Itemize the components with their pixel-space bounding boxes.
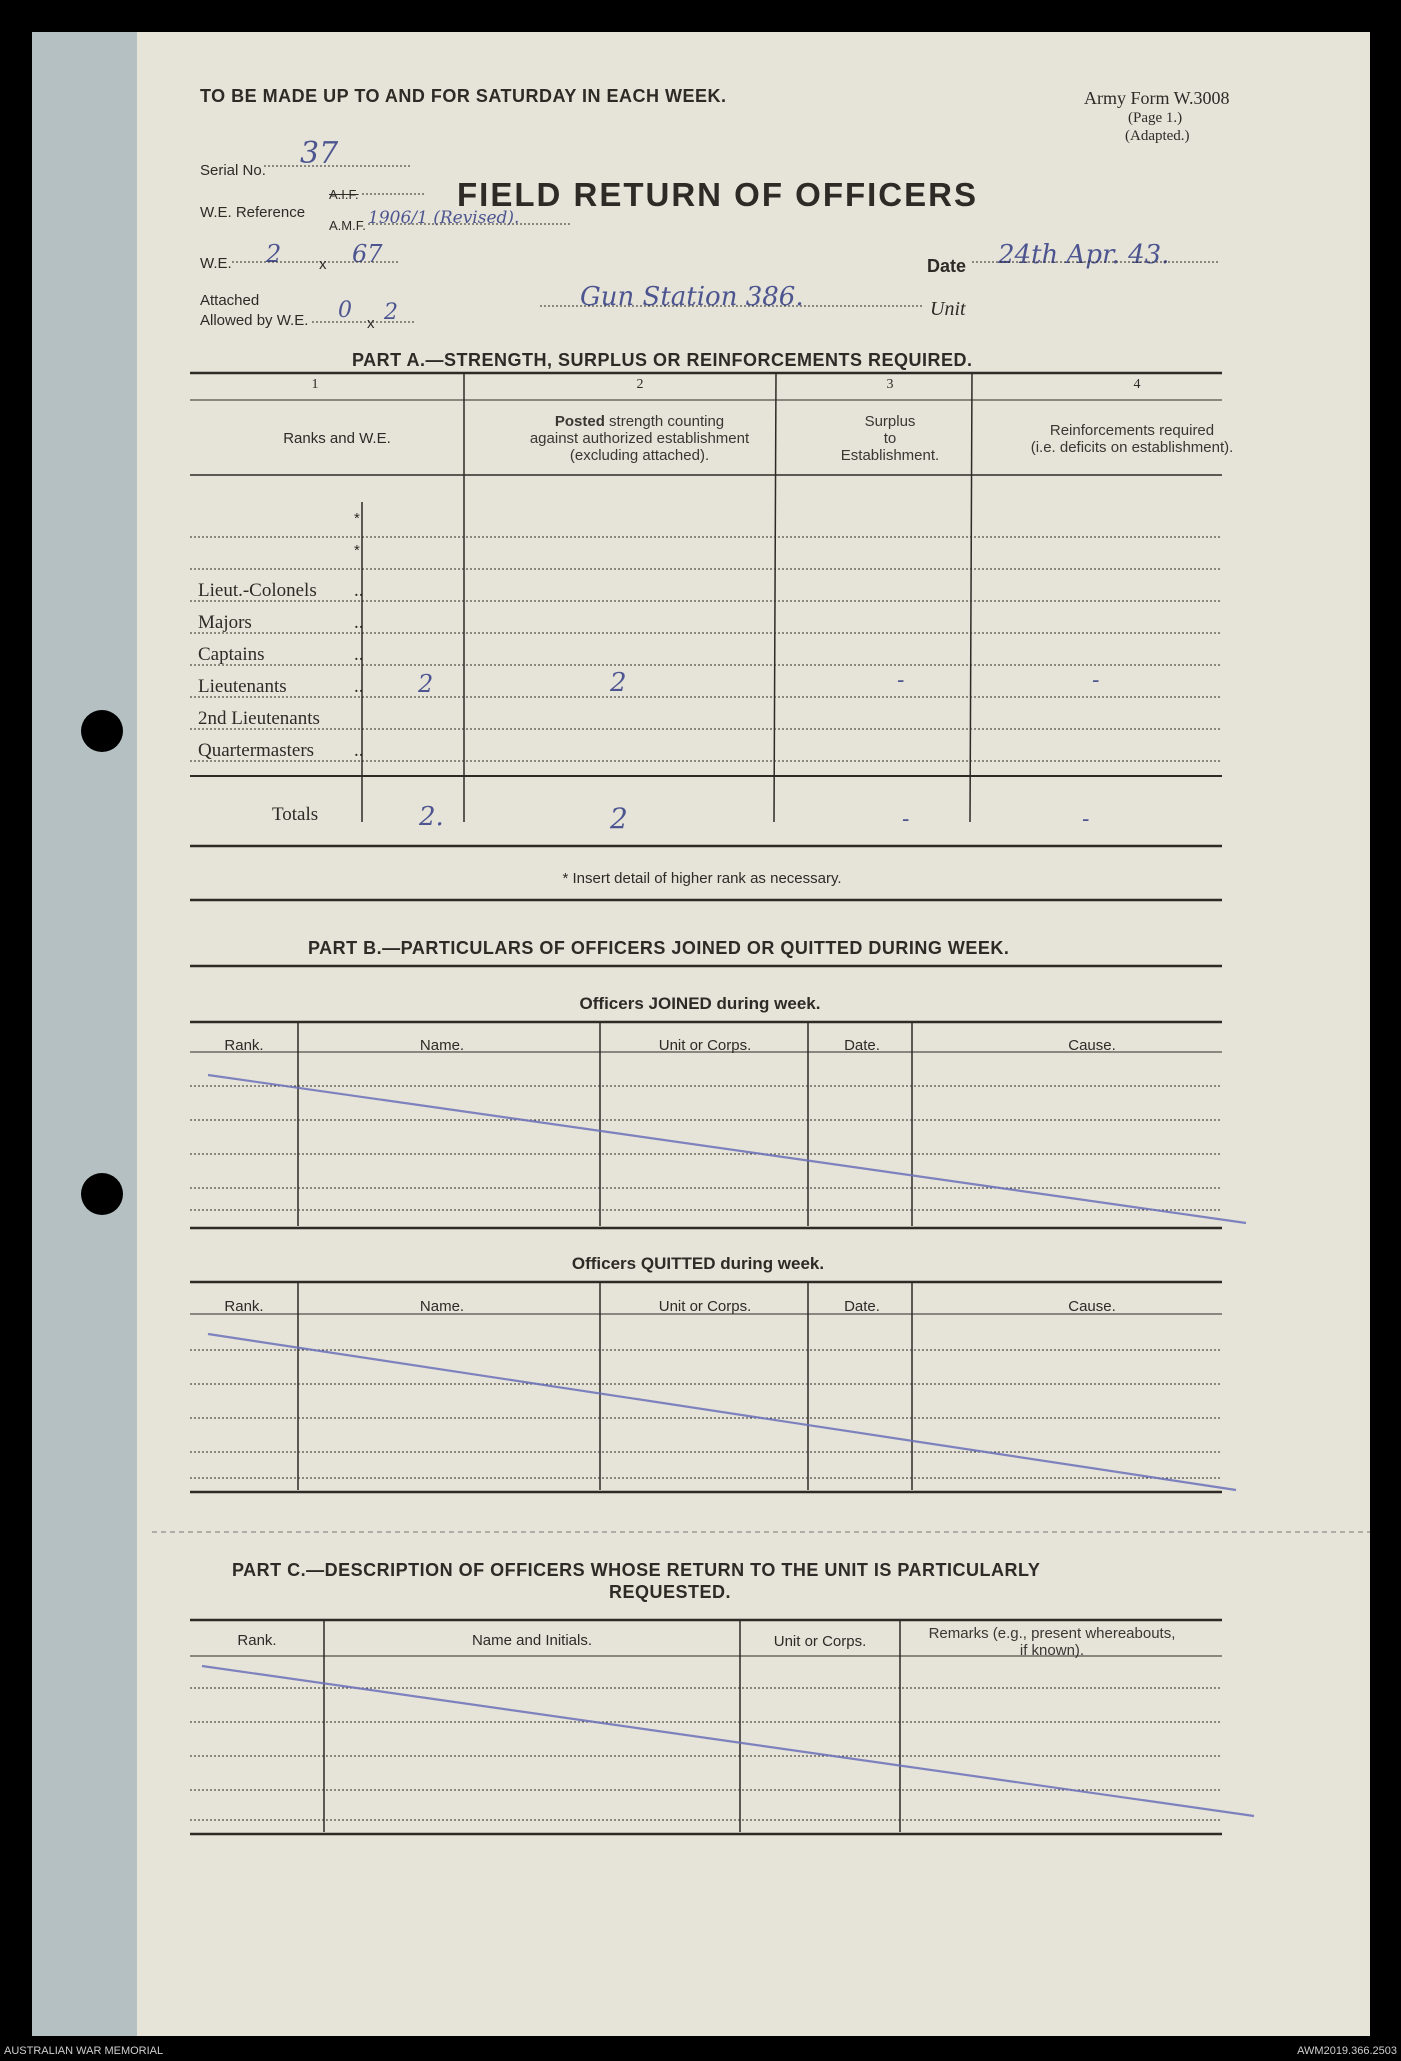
col-number-3: 3 xyxy=(886,377,894,392)
amf-value: 1906/1 (Revised). xyxy=(368,208,520,228)
lieutenants-posted-value: 2 xyxy=(610,668,627,698)
we-value-a: 2 xyxy=(266,240,282,268)
joined-col-unit: Unit or Corps. xyxy=(658,1037,752,1054)
totals-label: Totals xyxy=(272,804,319,825)
dots-lieutenants: .. xyxy=(354,676,364,697)
dots-captains: .. xyxy=(354,644,364,665)
we-x: x xyxy=(319,256,327,273)
unit-label: Unit xyxy=(930,298,966,320)
part-c-col-rank: Rank. xyxy=(237,1632,277,1649)
footer-left-credit: AUSTRALIAN WAR MEMORIAL xyxy=(4,2045,164,2057)
part-c-col-unit: Unit or Corps. xyxy=(773,1633,867,1650)
col3-header-line3: Establishment. xyxy=(840,447,940,464)
instruction-text: TO BE MADE UP TO AND FOR SATURDAY IN EACH WEEK. xyxy=(200,86,727,106)
date-label: Date xyxy=(927,256,967,276)
quitted-col-date: Date. xyxy=(844,1298,880,1315)
joined-col-cause: Cause. xyxy=(1068,1037,1116,1054)
col2-header-rest: strength counting xyxy=(609,413,725,430)
aif-label: A.I.F. xyxy=(329,187,359,202)
we-label: W.E. xyxy=(200,255,232,272)
rank-majors: Majors xyxy=(198,612,252,633)
col-number-4: 4 xyxy=(1133,377,1141,392)
allowed-by-we-label: Allowed by W.E. xyxy=(200,312,309,329)
col3-header-line1: Surplus xyxy=(864,413,916,430)
quitted-title-1: Officers xyxy=(571,1254,637,1273)
form-page xyxy=(32,32,1370,2036)
col2-header-line2: against authorized establishment xyxy=(529,430,750,447)
part-a-col-divider-2 xyxy=(774,373,776,822)
form-page-number: (Page 1.) xyxy=(1128,110,1183,126)
part-c-title-line1: PART C.—DESCRIPTION OF OFFICERS WHOSE RETURN TO THE UNIT IS PARTICULARLY xyxy=(232,1560,1041,1580)
dots-quartermasters: .. xyxy=(354,740,364,761)
part-b-title: PART B.—PARTICULARS OF OFFICERS JOINED OR QUITTED DURING WEEK. xyxy=(308,938,1010,958)
rank-quartermasters: Quartermasters xyxy=(198,740,315,761)
totals-surplus-value: - xyxy=(902,807,910,832)
star-row-2: * xyxy=(354,542,360,559)
part-a-footnote: * Insert detail of higher rank as necessary. xyxy=(562,870,842,887)
joined-col-date: Date. xyxy=(844,1037,880,1054)
star-row-1: * xyxy=(354,510,360,527)
dots-lieut-colonels: .. xyxy=(354,580,364,601)
attached-x: x xyxy=(367,315,375,332)
footer-right-id: AWM2019.366.2503 xyxy=(1297,2045,1397,2057)
quitted-title-3: during week. xyxy=(720,1254,825,1273)
rank-2nd-lieutenants: 2nd Lieutenants xyxy=(198,708,320,729)
part-a-col-divider-3 xyxy=(970,373,972,822)
col4-header-line1: Reinforcements required xyxy=(1049,422,1215,439)
col4-header-line2: (i.e. deficits on establishment). xyxy=(1030,439,1234,456)
form-number: Army Form W.3008 xyxy=(1084,88,1230,108)
form-rules xyxy=(32,32,1370,2036)
quitted-col-cause: Cause. xyxy=(1068,1298,1116,1315)
col2-header-line3: (excluding attached). xyxy=(569,447,710,464)
form-adapted: (Adapted.) xyxy=(1125,128,1190,144)
col3-header-line2: to xyxy=(883,430,897,447)
dots-majors: .. xyxy=(354,612,364,633)
lieutenants-we-value: 2 xyxy=(418,670,434,698)
lieutenants-surplus-value: - xyxy=(897,668,905,693)
part-c-col-name: Name and Initials. xyxy=(471,1632,593,1649)
lieutenants-reinforcements-value: - xyxy=(1092,668,1100,693)
totals-posted-value: 2 xyxy=(610,802,628,835)
attached-label: Attached xyxy=(200,292,260,309)
joined-title-3: during week. xyxy=(716,994,821,1013)
rank-captains: Captains xyxy=(198,644,265,665)
quitted-col-rank: Rank. xyxy=(224,1298,264,1315)
joined-col-rank: Rank. xyxy=(224,1037,264,1054)
col-number-2: 2 xyxy=(636,377,644,392)
we-value-b: 67 xyxy=(352,240,383,268)
quitted-col-name: Name. xyxy=(419,1298,465,1315)
unit-value: Gun Station 386. xyxy=(580,282,804,312)
col2-header-bold: Posted xyxy=(554,413,605,430)
quitted-col-unit: Unit or Corps. xyxy=(658,1298,752,1315)
quitted-strike-through xyxy=(208,1334,1236,1490)
part-a-title: PART A.—STRENGTH, SURPLUS OR REINFORCEMENTS REQUIRED. xyxy=(352,350,973,370)
form-title: FIELD RETURN OF OFFICERS xyxy=(457,176,978,213)
joined-title-1: Officers xyxy=(579,994,644,1013)
totals-reinforcements-value: - xyxy=(1082,807,1090,832)
rank-lieutenants: Lieutenants xyxy=(198,676,287,697)
amf-label: A.M.F. xyxy=(329,218,366,233)
joined-strike-through xyxy=(208,1075,1246,1223)
col-number-1: 1 xyxy=(311,377,319,392)
col1-header: Ranks and W.E. xyxy=(283,430,391,447)
quitted-title-2: QUITTED xyxy=(640,1254,716,1273)
attached-value-b: 2 xyxy=(384,300,398,325)
part-c-col-remarks-line1: Remarks (e.g., present whereabouts, xyxy=(928,1625,1176,1642)
totals-we-value: 2. xyxy=(419,802,444,832)
part-c-title-line2: REQUESTED. xyxy=(608,1582,732,1602)
attached-value-a: 0 xyxy=(338,298,352,323)
serial-value: 37 xyxy=(300,136,339,171)
date-value: 24th Apr. 43. xyxy=(998,240,1170,270)
we-reference-label: W.E. Reference xyxy=(200,204,306,221)
joined-title-2: JOINED xyxy=(648,994,712,1013)
joined-col-name: Name. xyxy=(419,1037,465,1054)
serial-label: Serial No. xyxy=(200,162,266,179)
part-c-col-remarks-line2: if known). xyxy=(1019,1642,1085,1659)
rank-lieut-colonels: Lieut.-Colonels xyxy=(198,580,317,601)
